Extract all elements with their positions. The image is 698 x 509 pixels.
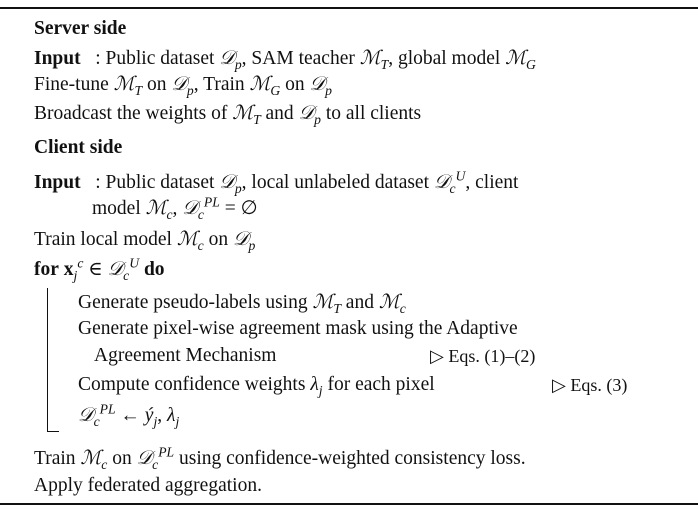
- server-side-heading: Server side: [34, 18, 127, 39]
- loop-step-mask: Generate pixel-wise agreement mask using the Adaptive: [78, 318, 518, 339]
- step-text: Train local model: [34, 229, 172, 250]
- server-step-finetune: Fine-tune ℳ$_T$ on 𝒟$_p$, Train ℳ$_G$ on 𝒟$_p$: [34, 72, 332, 98]
- eq-ref-3: ▷ Eqs. (3): [552, 375, 628, 395]
- top-rule: [0, 7, 698, 9]
- server-input-line: Input : Public dataset 𝒟$_p$, SAM teacher ℳ$_T$, global model ℳ$_G$: [34, 46, 536, 72]
- for-loop-header: for $x_j^c$ ∈ 𝒟$_c^U$ do: [34, 255, 165, 283]
- step-text: and: [345, 292, 374, 313]
- step-text: Generate pseudo-labels using: [78, 292, 308, 313]
- do-keyword: do: [143, 259, 165, 280]
- bottom-rule: [0, 503, 698, 505]
- step-text: Broadcast the weights of: [34, 103, 228, 124]
- client-input-text: model: [92, 198, 141, 219]
- client-side-heading: Client side: [34, 137, 123, 158]
- client-step-train-local: Train local model ℳ$_c$ on 𝒟$_p$: [34, 227, 256, 253]
- server-step-broadcast: Broadcast the weights of ℳ$_T$ and 𝒟$_p$ to all clients: [34, 101, 422, 127]
- final-step-aggregate: Apply federated aggregation.: [34, 475, 262, 496]
- client-input-text: Public dataset: [105, 172, 215, 193]
- step-text: on: [285, 74, 305, 95]
- server-input-global: global model: [397, 48, 501, 69]
- loop-step-assign: 𝒟$_c^{PL}$ ← $ý_j$, $\lambda_j$: [78, 401, 180, 429]
- step-text: for each pixel: [327, 374, 435, 395]
- step-text: Fine-tune: [34, 74, 109, 95]
- step-text: to all clients: [325, 103, 422, 124]
- step-text: and: [265, 103, 294, 124]
- step-text: Compute confidence weights: [78, 374, 306, 395]
- step-text: using confidence-weighted consistency loss.: [179, 448, 526, 469]
- loop-step-confidence: Compute confidence weights $\lambda_j$ for each pixel: [78, 374, 435, 398]
- step-text: Train: [203, 74, 245, 95]
- loop-step-pseudo-labels: Generate pseudo-labels using ℳ$_T$ and ℳ$_c$: [78, 290, 406, 316]
- client-input-text: client: [475, 172, 519, 193]
- step-text: on: [146, 74, 167, 95]
- server-input-text-pre: Public dataset: [105, 48, 215, 69]
- for-keyword: for: [34, 259, 59, 280]
- input-label: Input: [34, 172, 81, 193]
- loop-scope-end: [47, 431, 59, 432]
- loop-step-mask-cont: Agreement Mechanism: [94, 345, 277, 366]
- step-text: Train: [34, 448, 76, 469]
- final-step-train: Train ℳ$_c$ on 𝒟$_c^{PL}$ using confidence-weighted consistency loss.: [34, 444, 526, 472]
- eq-ref-1-2: ▷ Eqs. (1)–(2): [430, 346, 536, 366]
- client-input-text: local unlabeled dataset: [251, 172, 430, 193]
- step-text: on: [112, 448, 132, 469]
- client-input-line: Input : Public dataset 𝒟$_p$, local unlabeled dataset 𝒟$_c^U$, client: [34, 168, 519, 196]
- loop-scope-bar: [47, 288, 48, 431]
- step-text: on: [208, 229, 229, 250]
- client-input-line-2: model ℳ$_c$, 𝒟$_c^{PL}$ = ∅: [92, 194, 258, 222]
- server-input-teacher: SAM teacher: [251, 48, 355, 69]
- input-label: Input: [34, 48, 81, 69]
